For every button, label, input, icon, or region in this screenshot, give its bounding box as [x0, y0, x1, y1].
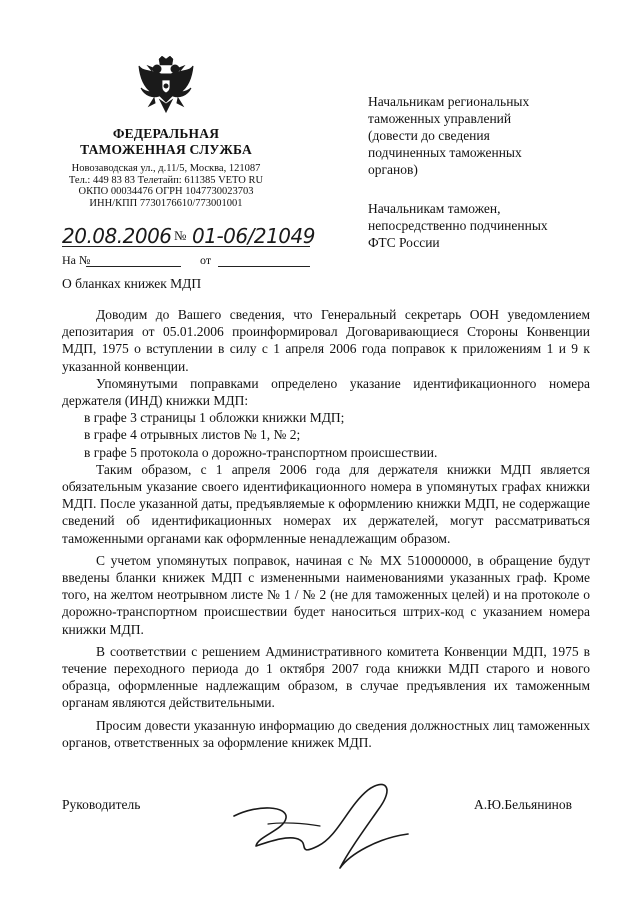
letter-subject: О бланках книжек МДП: [62, 276, 202, 291]
body-list-item: в графе 3 страницы 1 обложки книжки МДП;: [84, 410, 345, 426]
registration-number-label: №: [174, 228, 187, 243]
signatory-title: Руководитель: [62, 797, 141, 812]
body-paragraph: В соответствии с решением Административного комитета Конвенции МДП, 1975 в течение переходного периода до 1 октября 2007 года книжки МДП старого и нового образца, оформленные надлежащим образом, в случае предъявления их таможенным органам являются действительными.: [62, 643, 590, 711]
addressee-line: Начальникам таможен,: [368, 201, 501, 216]
signatory-name: А.Ю.Бельянинов: [474, 797, 573, 812]
org-name-line1: ФЕДЕРАЛЬНАЯ: [112, 126, 220, 141]
organization-name: [40, 126, 292, 158]
body-list-item: в графе 4 отрывных листов № 1, № 2;: [84, 427, 301, 443]
addressee-regional: [368, 93, 588, 178]
handwritten-signature-icon: [228, 776, 433, 876]
body-paragraph: С учетом упомянутых поправок, начиная с № МХ 510000000, в обращение будут введены бланки книжек МДП с измененными наименованиями указанных граф. Кроме того, на желтом неотрывном листе № 1 / № 2 (не для таможенных целей) и на протоколе о дорожно-транспортном происшествии будет наноситься штрих-код с указанием номера книжки МДП.: [62, 552, 590, 637]
body-paragraph: Просим довести указанную информацию до сведения должностных лиц таможенных органов, ответственных за оформление книжек МДП.: [62, 717, 590, 750]
addressee-line: непосредственно подчиненных: [368, 218, 548, 233]
addressee-line: Начальникам региональных: [368, 94, 530, 109]
addressee-line: ФТС России: [368, 235, 440, 250]
body-paragraph: Доводим до Вашего сведения, что Генеральный секретарь ООН уведомлением депозитария от 05.01.2006 проинформировал Договаривающиеся Стороны Конвенции МДП, 1975 о вступлении в силу с 1 апреля 2006 года поправок к приложениям 1 и 9 к указанной конвенции.: [62, 307, 590, 374]
body-paragraph: Упомянутыми поправками определено указание идентификационного номера держателя (ИНД) книжки МДП:: [62, 375, 590, 409]
reference-line: [62, 253, 312, 269]
org-address: Новозаводская ул., д.11/5, Москва, 121087: [71, 163, 261, 174]
addressee-customs: [368, 200, 588, 251]
body-list-item: в графе 5 протокола о дорожно-транспортном происшествии.: [84, 444, 438, 460]
reference-date-blank: [218, 266, 310, 267]
org-contacts: [40, 163, 292, 209]
org-codes: ОКПО 00034476 ОГРН 1047730023703: [78, 186, 254, 197]
addressee-line: органов): [368, 162, 418, 177]
addressee-line: таможенных управлений: [368, 111, 512, 126]
reference-number-blank: [86, 266, 181, 267]
registration-line: [62, 224, 322, 250]
reference-number-label: На №: [62, 253, 91, 267]
registration-underline: [62, 246, 310, 247]
registration-date: 20.08.2006: [62, 224, 172, 248]
reference-date-label: от: [200, 253, 212, 267]
org-inn: ИНН/КПП 7730176610/773001001: [89, 197, 243, 209]
letter-body: [62, 306, 590, 751]
addressee-line: подчиненных таможенных: [368, 145, 522, 160]
registration-number: 01-06/21049: [192, 224, 315, 248]
addressee-line: (довести до сведения: [368, 128, 490, 143]
org-name-line2: ТАМОЖЕННАЯ СЛУЖБА: [80, 142, 252, 157]
org-phone: Тел.: 449 83 83 Телетайп: 611385 VETO RU: [68, 174, 264, 186]
body-paragraph: Таким образом, с 1 апреля 2006 года для держателя книжки МДП является обязательным указание своего идентификационного номера в упомянутых графах книжки МДП. После указанной даты, предъявляемые к оформлению книжки МДП, не содержащие сведений об идентификационных номерах их держателей, могут рассматриваться таможенными органами как оформленные ненадлежащим образом.: [62, 461, 590, 546]
eagle-emblem-icon: [137, 56, 195, 116]
